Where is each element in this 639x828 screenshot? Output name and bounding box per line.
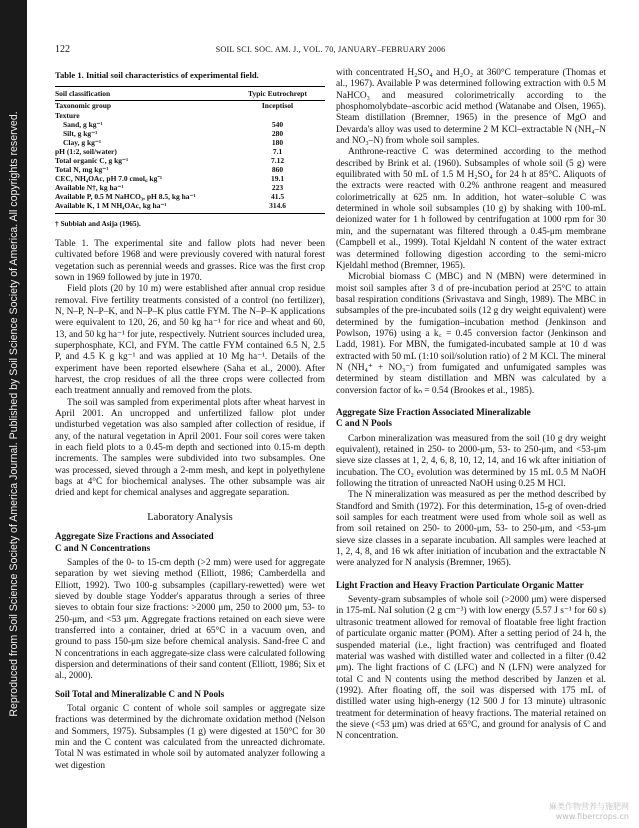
body-paragraph: Microbial biomass C (MBC) and N (MBN) were determined in moist soil samples after 3 d of pre-incubation period at 25°C to attain basal respiration conditions (Srivastava and Singh, 1989). The MBC in subsamples of the pre-incubated soils (12 g dry weight equivalent) were determined by the fumigation–incubation method (Jenkinson and Powlson, 1976) using a k꜀ = 0.45 conversion factor (Jenkinson and Ladd, 1981). For MBN, the fumigated-incubated sample at 10 d was extracted with 50 mL (1:10 soil/solution ratio) of 2 M KCl. The mineral N (NH₄⁺ + NO₃⁻) from fumigated and unfumigated samples was determined by steam distillation and MBN was calculated by a conversion factor of kₙ = 0.54 (Brookes et al., 1985). xyxy=(336,272,606,396)
body-paragraph: The N mineralization was measured as per the method described by Standford and Smith (1972). For this determination, 15-g of oven-dried soil samples for each treatment were used from whole soil as well as from soil retained on 250- to 2000-μm, 53- to 250-μm, and <53-μm sieve size classes in a separate incubation. All samples were leached at 1, 2, 4, 8, and 16 wk after initiation of incubation and the extractable N were analyzed for N analysis (Bremner, 1965). xyxy=(336,490,606,569)
table-cell-label: Total N, mg kg⁻¹ xyxy=(55,165,109,175)
subsection-heading: Light Fraction and Heavy Fraction Particulate Organic Matter xyxy=(336,579,584,590)
subsection-heading xyxy=(55,531,325,554)
table-cell-label: Clay, g kg⁻¹ xyxy=(63,137,102,147)
body-paragraph: Carbon mineralization was measured from the soil (10 g dry weight equivalent), retained in 250- to 2000-μm, 53- to 250-μm, and <53-μm sieve size classes at 1, 2, 4, 6, 8, 10, 12, 14, and 16 wk after initiation of incubation. The CO₂ evolution was determined by 15 mL 0.5 M NaOH following the titration of unreacted NaOH using 0.25 M HCl. xyxy=(336,433,606,490)
table-cell-label: pH (1:2, soil/water) xyxy=(55,146,117,156)
table-cell-label: Taxonomic group xyxy=(55,101,112,111)
body-paragraph: with concentrated H₂SO₄ and H₂O₂ at 360°C temperature (Thomas et al., 1967). Available P was determined following extraction with 0.5 M NaHCO₃ and measured colorimetrically according to the phosphomolybdate–ascorbic acid method (Watanabe and Olsen, 1965). Steam distillation (Bremner, 1965) in the presence of MgO and Devarda's alloy was used to determine 2 M KCl–extractable N (NH₄–N and NO₃–N) from whole soil samples. xyxy=(336,68,606,147)
body-paragraph: Samples of the 0- to 15-cm depth (>2 mm) were used for aggregate separation by wet sieving method (Elliott, 1986; Camberdella and Elliott, 1992). Two 100-g subsamples (capillary-rewetted) were wet sieved by double stage Yodder's apparatus through a series of three sieves to obtain four size fractions: >2000 μm, 250 to 2000 μm, 53- to 250-μm, and <53 μm. Aggregate fractions retained on each sieve were transferred into a container, dried at 65°C in a vacuum oven, and ground to pass 150-μm size before chemical analysis. Sand-free C and N concentrations in each aggregate-size class were calculated following dispersion and determinations of their sand content (Elliott, 1986; Six et al., 2000). xyxy=(55,557,325,682)
table-cell-label: Available P, 0.5 M NaHCO₃, pH 8.5, kg ha⁻¹ xyxy=(55,192,196,202)
table-cell-value: 7.12 xyxy=(270,156,285,165)
table-row xyxy=(55,174,325,183)
copyright-notice: Reproduced from Soil Science Society of America Journal. Published by Soil Science Society of America. All copyrights reserved. xyxy=(7,111,20,717)
table-cell-label: CEC, NH₄OAc, pH 7.0 cmol꜀ kg⁻¹ xyxy=(55,174,163,184)
table-header-cell: Typic Eutrochrept xyxy=(230,87,325,101)
table-row xyxy=(55,201,325,213)
table-footnote: † Subbiah and Asija (1965). xyxy=(55,218,141,228)
body-paragraph: Anthrone-reactive C was determined according to the method described by Brink et al. (1960). Subsamples of whole soil (5 g) were equilibrated with 50 mL of 1.5 M H₂SO₄ for 24 h at 85°C. Aliquots of the extracts were reacted with 0.2% anthrone reagent and measured colorimetrically at 625 nm. In addition, hot water–soluble C was determined in whole soil subsamples (10 g) by shaking with 100-mL deionized water for 1 h followed by centrifugation at 1000 rpm for 30 min, and the supernatant was filtered through a 0.45-μm membrane (Campbell et al., 1999). Total Kjeldahl N content of the water extract was determined following digestion according to the semi-micro Kjeldahl method (Bremner, 1965). xyxy=(336,147,606,271)
subsection-heading-line: Aggregate Size Fraction Associated Mineralizable xyxy=(336,406,531,417)
watermark-line: www.fibercrops.cn xyxy=(555,812,629,821)
table-row xyxy=(55,111,325,120)
body-paragraph: Field plots (20 by 10 m) were established after annual crop residue removal. Five fertility treatments consisted of a control (no fertilizer), N, N–P, N–P–K, and N–P–K plus cattle FYM. The N–P–K applications were equivalent to 120, 26, and 50 kg ha⁻¹ for rice and wheat and 60, 13, and 50 kg ha⁻¹ for jute, respectively. Nutrient sources included urea, superphosphate, KCl, and FYM. The cattle FYM contained 6.5 N, 2.5 P, and 4.5 K g kg⁻¹ and was applied at 10 Mg ha⁻¹. Details of the experiment have been reported elsewhere (Saha et al., 2000). After harvest, the crop residues of all the three crops were collected from each treatment annually and removed from the plots. xyxy=(55,284,325,397)
subsection-heading xyxy=(336,407,606,430)
table-title: Table 1. Initial soil characteristics of experimental field. xyxy=(55,70,259,80)
table-cell-value: 223 xyxy=(271,183,284,193)
table-cell-value: 41.5 xyxy=(270,192,285,202)
body-paragraph: Seventy-gram subsamples of whole soil (>2000 μm) were dispersed in 175-mL NaI solution (2 g cm⁻³) with low energy (5.57 J s⁻¹ for 60 s) ultrasonic treatment allowed for removal of floatable free light fraction of particulate organic matter (POM). After a setting period of 24 h, the suspended material (i.e., light fraction) was centrifuged and floated material was washed with distilled water and collected in a filter (0.42 μm). The light fractions of C (LFC) and N (LFN) were analyzed for total C and N contents using the method described by Janzen et al. (1992). After floating off, the soil was dispersed with 175 mL of distilled water using high-energy (12 500 J for 13 minute) ultrasonic treatment for determination of heavy fractions. The material retained on the sieve (<53 μm) was dried at 65°C, and ground for analysis of C and N concentration. xyxy=(336,595,606,742)
body-paragraph: Table 1. The experimental site and fallow plots had never been cultivated before 1968 and were previously covered with natural forest vegetation such as perennial weeds and grasses. Rice was the first crop sown in 1969 followed by jute in 1970. xyxy=(55,238,325,283)
page-number: 122 xyxy=(55,44,70,55)
table-cell-value: 280 xyxy=(271,128,284,138)
table-header-cell: Soil classification xyxy=(55,87,230,101)
soil-characteristics-table xyxy=(55,86,325,213)
table-cell-label: Sand, g kg⁻¹ xyxy=(63,119,103,129)
table-cell-label: Silt, g kg⁻¹ xyxy=(63,128,98,138)
table-row xyxy=(55,101,325,111)
table-row xyxy=(55,138,325,147)
table-cell-value: Inceptisol xyxy=(261,101,294,111)
section-heading: Laboratory Analysis xyxy=(147,511,233,523)
table-cell-label: Texture xyxy=(55,110,80,120)
right-column xyxy=(336,68,606,743)
left-column xyxy=(55,70,325,772)
table-cell-value: 540 xyxy=(271,119,284,129)
watermark xyxy=(509,802,629,822)
table-cell-label: Total organic C, g kg⁻¹ xyxy=(55,156,129,165)
table-row xyxy=(55,192,325,201)
table-row xyxy=(55,183,325,192)
table-row xyxy=(55,156,325,165)
copyright-sidebar xyxy=(0,0,27,828)
subsection-heading-line: C and N Concentrations xyxy=(55,542,151,553)
watermark-line: 麻类作物营养与施肥网 xyxy=(549,802,629,811)
table-row xyxy=(55,129,325,138)
subsection-heading-line: C and N Pools xyxy=(336,418,392,429)
table-cell-value: 7.1 xyxy=(272,146,283,156)
table-cell-value: 180 xyxy=(271,137,284,147)
table-cell-value: 314.6 xyxy=(230,201,325,213)
table-cell-label: Available N†, kg ha⁻¹ xyxy=(55,183,124,193)
table-cell-value: 860 xyxy=(271,165,284,175)
subsection-heading: Soil Total and Mineralizable C and N Pools xyxy=(55,688,225,699)
table-row xyxy=(55,165,325,174)
table-cell-value xyxy=(230,111,325,120)
table-header-row xyxy=(55,87,325,101)
table-row xyxy=(55,147,325,156)
table-cell-label: Available K, 1 M NH₄OAc, kg ha⁻¹ xyxy=(55,201,230,213)
subsection-heading-line: Aggregate Size Fractions and Associated xyxy=(55,531,214,542)
body-paragraph: The soil was sampled from experimental plots after wheat harvest in April 2001. An uncropped and unfertilized fallow plot under undisturbed vegetation was also sampled after collection of residue, if any, of the natural vegetation in April 2001. Four soil cores were taken in each field plots to a 0.45-m depth and sectioned into 0.15-m depth increments. The samples were subdivided into two subsamples. One was processed, sieved through a 2-mm mesh, and kept in polyethylene bags at 4°C for biochemical analyses. The other subsample was air dried and kept for chemical analyses and aggregate separation. xyxy=(55,397,325,499)
table-cell-value: 19.1 xyxy=(270,174,285,184)
table-row xyxy=(55,120,325,129)
body-paragraph: Total organic C content of whole soil samples or aggregate size fractions was determined by the dichromate oxidation method (Nelson and Sommers, 1975). Subsamples (1 g) were digested at 150°C for 30 min and the C content was calculated from the unreacted dichromate. Total N was estimated in whole soil by automated analyzer following a wet digestion xyxy=(55,703,325,771)
running-head: SOIL SCI. SOC. AM. J., VOL. 70, JANUARY–FEBRUARY 2006 xyxy=(215,45,446,54)
